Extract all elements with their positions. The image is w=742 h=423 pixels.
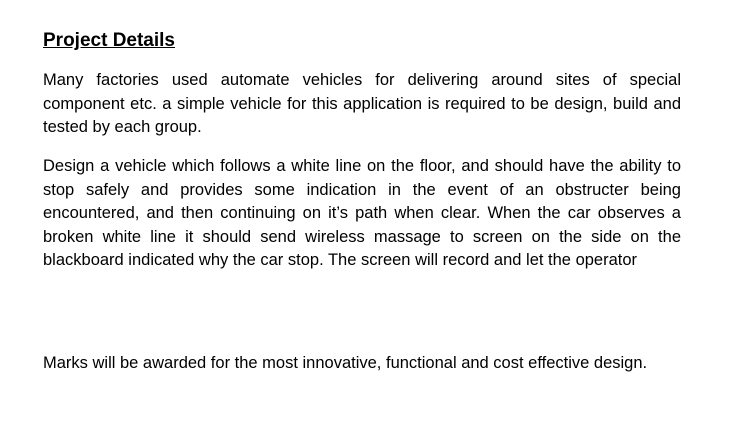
paragraph-intro: Many factories used automate vehicles for delivering around sites of special component etc. a simple vehicle for this application is required to be design, build and tested by each group. [43,71,681,137]
paragraph-design-brief: Design a vehicle which follows a white line on the floor, and should have the ability to stop safely and provides some indication in the event of an obstructer being encountered, and then continuing on it’s path when clear. When the car observes a broken white line it should send wireless massage to screen on the side on the blackboard indicated why the car stop. The screen will record and let the operator [43,157,681,270]
section-heading: Project Details [43,30,175,51]
paragraph-marking: Marks will be awarded for the most innovative, functional and cost effective design. [43,354,648,372]
